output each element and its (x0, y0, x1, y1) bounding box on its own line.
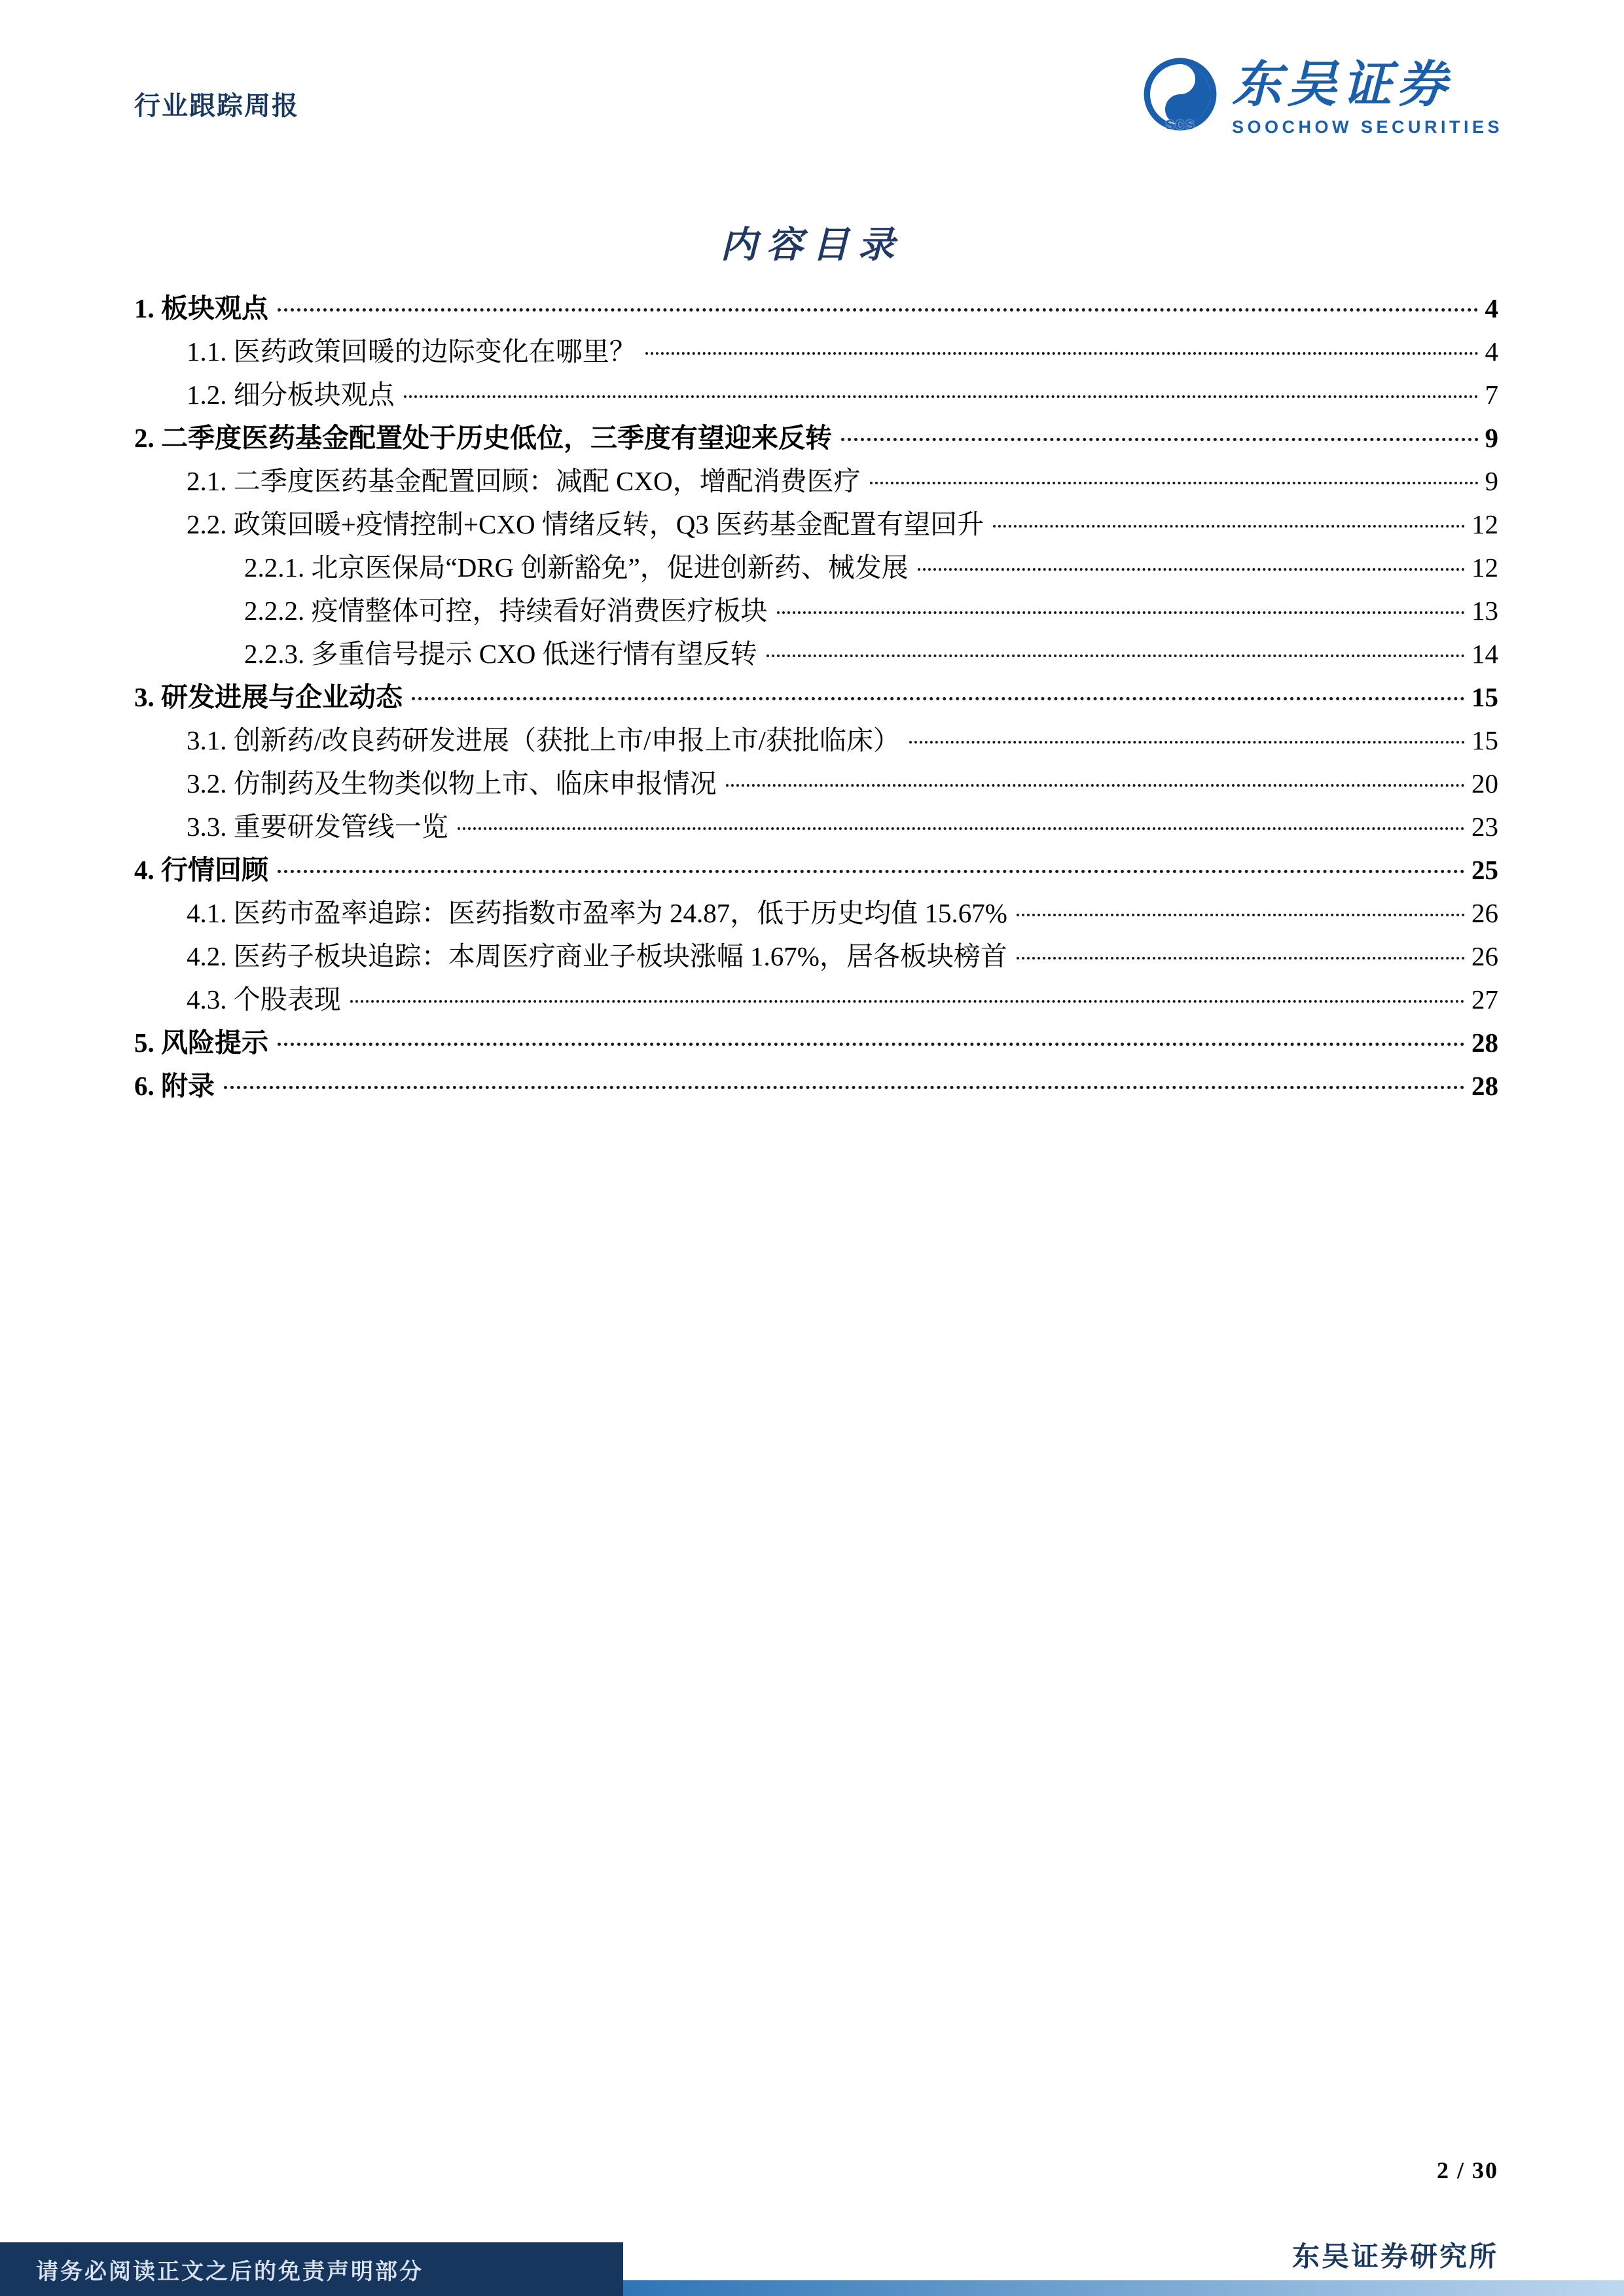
toc-item[interactable] (134, 1064, 1498, 1107)
toc-item-page: 9 (1485, 423, 1498, 453)
toc-leader-dots (278, 1043, 1465, 1046)
page-header (134, 56, 1503, 137)
toc-item[interactable] (134, 287, 1498, 330)
toc-leader-dots (909, 741, 1465, 744)
toc-item-label: 2. 二季度医药基金配置处于历史低位，三季度有望迎来反转 (134, 423, 832, 453)
toc-item-page: 7 (1485, 380, 1498, 410)
toc-leader-dots (870, 482, 1479, 484)
toc-list (134, 287, 1498, 1107)
toc-item-page: 26 (1471, 898, 1498, 928)
toc-item-label: 1.1. 医药政策回暖的边际变化在哪里？ (187, 336, 636, 367)
toc-item-label: 2.2.3. 多重信号提示 CXO 低迷行情有望反转 (244, 639, 757, 669)
toc-item[interactable] (134, 416, 1498, 459)
toc-item[interactable] (134, 589, 1498, 632)
research-institute-label: 东吴证券研究所 (1291, 2242, 1498, 2272)
toc-item-label: 6. 附录 (134, 1071, 215, 1101)
toc-item[interactable] (134, 675, 1498, 719)
toc-item[interactable] (134, 459, 1498, 503)
toc-item[interactable] (134, 632, 1498, 675)
toc-item-page: 12 (1471, 509, 1498, 539)
toc-item-page: 25 (1471, 855, 1498, 885)
toc-leader-dots (350, 1000, 1465, 1003)
toc-item-label: 3.1. 创新药/改良药研发进展（获批上市/申报上市/获批临床） (187, 725, 900, 755)
toc-item[interactable] (134, 935, 1498, 978)
toc-item[interactable] (134, 978, 1498, 1021)
disclaimer-text: 请务必阅读正文之后的免责声明部分 (36, 2259, 424, 2284)
toc-item-label: 4.1. 医药市盈率追踪：医药指数市盈率为 24.87，低于历史均值 15.67% (187, 898, 1007, 928)
toc-leader-dots (412, 697, 1465, 700)
toc-item-label: 3. 研发进展与企业动态 (134, 682, 403, 712)
soochow-logo-en-name: SOOCHOW SECURITIES (1231, 117, 1503, 137)
toc-item-label: 4.2. 医药子板块追踪：本周医疗商业子板块涨幅 1.67%，居各板块榜首 (187, 941, 1007, 971)
toc-item-label: 2.2.1. 北京医保局“DRG 创新豁免”，促进创新药、械发展 (244, 552, 909, 583)
toc-leader-dots (841, 438, 1479, 441)
toc-leader-dots (993, 525, 1465, 528)
page-number-indicator: 2 / 30 (1436, 2157, 1498, 2183)
toc-leader-dots (458, 827, 1465, 830)
toc-leader-dots (918, 568, 1465, 571)
toc-item-label: 2.2.2. 疫情整体可控，持续看好消费医疗板块 (244, 596, 768, 626)
toc-item[interactable] (134, 762, 1498, 805)
toc-item[interactable] (134, 546, 1498, 589)
toc-item-label: 2.1. 二季度医药基金配置回顾：减配 CXO，增配消费医疗 (187, 466, 861, 496)
toc-item[interactable] (134, 330, 1498, 373)
toc-leader-dots (726, 784, 1465, 787)
toc-item-page: 28 (1471, 1028, 1498, 1058)
toc-leader-dots (767, 655, 1465, 657)
disclaimer-bar (0, 2242, 623, 2296)
toc-item-page: 14 (1471, 639, 1498, 669)
toc-item-page: 28 (1471, 1071, 1498, 1101)
toc-item-label: 3.3. 重要研发管线一览 (187, 812, 448, 842)
toc-item-label: 5. 风险提示 (134, 1028, 268, 1058)
toc-item[interactable] (134, 805, 1498, 848)
toc-item-page: 27 (1471, 984, 1498, 1014)
toc-item-page: 15 (1471, 725, 1498, 755)
toc-item-page: 4 (1485, 293, 1498, 323)
toc-leader-dots (1017, 914, 1465, 916)
toc-leader-dots (645, 352, 1479, 355)
toc-item-page: 23 (1471, 812, 1498, 842)
toc-item-page: 15 (1471, 682, 1498, 712)
toc-item-page: 4 (1485, 336, 1498, 367)
soochow-logo-icon-wrap (1142, 56, 1219, 134)
toc-item-page: 20 (1471, 768, 1498, 798)
toc-item-page: 26 (1471, 941, 1498, 971)
toc-item-label: 4. 行情回顾 (134, 855, 268, 885)
toc-item-page: 12 (1471, 552, 1498, 583)
bottom-accent-strip (623, 2280, 1624, 2296)
toc-item-label: 1. 板块观点 (134, 293, 268, 323)
toc-item[interactable] (134, 1021, 1498, 1064)
toc-item[interactable] (134, 373, 1498, 416)
toc-item-label: 2.2. 政策回暖+疫情控制+CXO 情绪反转，Q3 医药基金配置有望回升 (187, 509, 984, 539)
toc-leader-dots (1017, 957, 1465, 960)
toc-item[interactable] (134, 719, 1498, 762)
toc-item-label: 4.3. 个股表现 (187, 984, 341, 1014)
toc-item-page: 9 (1485, 466, 1498, 496)
toc-leader-dots (278, 308, 1479, 312)
report-type-label: 行业跟踪周报 (134, 91, 299, 120)
toc-leader-dots (224, 1086, 1465, 1089)
toc-item-label: 3.2. 仿制药及生物类似物上市、临床申报情况 (187, 768, 717, 798)
toc-leader-dots (777, 611, 1466, 614)
soochow-logo-cn-name: 东吴证券 (1231, 58, 1452, 113)
toc-leader-dots (404, 395, 1479, 398)
toc-item-page: 13 (1471, 596, 1498, 626)
toc-title: 内容目录 (720, 225, 904, 266)
toc-item-label: 1.2. 细分板块观点 (187, 380, 395, 410)
soochow-logo (1142, 56, 1503, 137)
toc-item[interactable] (134, 848, 1498, 891)
soochow-logo-icon-label: scs (1164, 113, 1196, 133)
toc-item[interactable] (134, 503, 1498, 546)
soochow-logo-text (1232, 60, 1503, 137)
toc-leader-dots (278, 870, 1465, 873)
toc-item[interactable] (134, 891, 1498, 935)
